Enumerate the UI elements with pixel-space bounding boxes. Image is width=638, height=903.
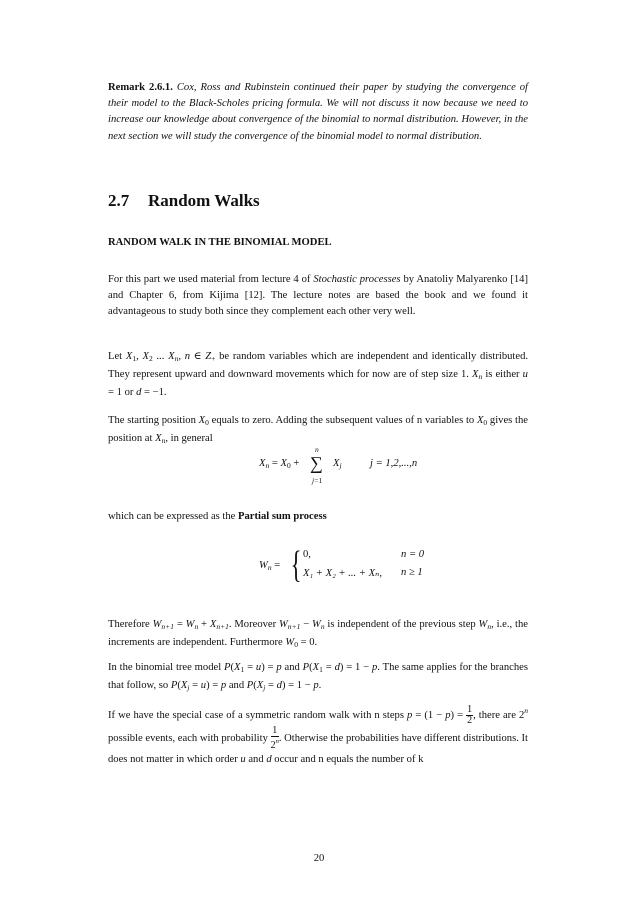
para2-text-b: is either — [485, 369, 520, 381]
section-title: Random Walks — [148, 191, 260, 210]
section-heading — [108, 191, 260, 211]
increments-paragraph: Therefore $W_{n+1} = W_n + X_{n+1}$. Moreover $W_{n+1} - W_n$ is independent of the previous step $W_n$, i.e., the increments are independent. Furthermore W0 = 0. — [108, 619, 528, 650]
symmetric-walk-paragraph: If we have the special case of a symmetric random walk with n steps p = (1 − p) = $\frac{1}{2}$ , there are 2$^n$ possible events, each with probability $\frac{1}{2^n}$ . Otherwise the probabilities have different distributions. It does not matter in which order u and d occur and n equals the number of k — [108, 704, 529, 766]
subsection-heading: RANDOM WALK IN THE BINOMIAL MODEL — [108, 237, 332, 248]
variables-paragraph: Let X1, X2 ... $X_n$, n ∈ Z+ be random variables which are independent and identically distributed. They represent upward and downward movements which for now are of step size 1. $X_n$ is either u = 1 or d = −1. — [108, 351, 529, 399]
intro-paragraph — [108, 272, 528, 321]
para6-text-c: . The same applies for the branches that follow, so — [108, 662, 528, 692]
para1-text-a: For this part we used material from lecture 4 of — [108, 274, 314, 285]
para6-text-d: and — [228, 680, 245, 692]
fraction-one-over-2n: $\frac{1}{2^n}$ — [270, 725, 279, 752]
para1-title: Stochastic processes — [313, 274, 401, 285]
para7-text-c: possible events, each with probability — [108, 733, 268, 744]
para2-text-c: or — [124, 387, 134, 399]
para4-term: Partial sum process — [238, 511, 327, 522]
para4-text-a: which can be expressed as the — [108, 511, 239, 522]
partial-sum-paragraph — [108, 509, 528, 525]
para3-text-a: The starting position — [108, 415, 196, 426]
page-number: 20 — [313, 853, 325, 864]
para5-text-c: is independent of the previous step — [327, 619, 476, 630]
starting-position-paragraph: The starting position X0 equals to zero. Adding the subsequent values of n variables to X0 gives the position at $X_n$, in general — [108, 415, 528, 446]
piecewise-cond-1: n = 0 — [401, 549, 425, 560]
piecewise-cond-2: n ≥ 1 — [401, 567, 423, 578]
piecewise-case-1: 0, — [303, 549, 311, 560]
para7-text-b: , there are — [473, 710, 516, 721]
binomial-tree-paragraph: In the binomial tree model P(X1 = u) = p and P(X1 = d) = 1 − p. The same applies for the branches that follow, so $P(X_j = u) = p$ and $P(X_j = d) = 1 - p$. — [108, 662, 528, 693]
para5-text-d: , i.e., the increments are independent. Furthermore — [108, 619, 528, 649]
piecewise-brace: { — [290, 544, 302, 586]
sum-lower-limit: j=1 — [312, 476, 323, 485]
para3-text-b: equals to zero. Adding the subsequent values of n variables to — [211, 415, 475, 426]
fraction-one-half: $\frac{1}{2}$ — [467, 704, 473, 727]
section-number: 2.7 — [108, 191, 130, 210]
remark-label: Remark 2.6.1. — [108, 82, 173, 93]
para3-text-c: gives the position at — [108, 415, 528, 445]
para7-text-a: If we have the special case of a symmetric random walk with n steps — [108, 710, 404, 721]
sum-upper-limit: n — [315, 445, 319, 454]
piecewise-case-2: X₁ + X₂ + ... + Xₙ, — [303, 568, 383, 579]
equation-sum-term: $X_j$ — [333, 458, 342, 470]
equation-partial-sum-lhs: $W_n$ = — [259, 560, 281, 572]
para3-text-d: , in general — [165, 433, 213, 445]
remark-paragraph — [108, 80, 528, 145]
para7-text-f: occur and n equals the number of k — [274, 754, 424, 766]
equation-range: j = 1,2,...,n — [370, 458, 418, 469]
para1-text-c: by Anatoliy Malyarenko [14] and Chapter 6, from Kijima [12]. The lecture notes are based the book and we found it advantageous to study both since they complement each other very well. — [108, 274, 529, 318]
para7-text-d: . Otherwise the probabilities have different distributions. It does not matter in which order — [108, 733, 528, 766]
para6-text-b: and — [284, 662, 300, 673]
equation-position-sum: $X_n = X0$ + — [259, 458, 300, 470]
remark-text: Cox, Ross and Rubinstein continued their paper by studying the convergence of their model to the Black-Scholes pricing formula. We will not discuss it now because we need to increase our knowledge about convergence of the binomial to normal distribution. However, in the next section we will study the convergence of the binomial model to normal distribution. — [108, 82, 528, 142]
para5-text-a: Therefore — [108, 619, 150, 630]
sum-symbol: ∑ — [310, 453, 323, 473]
para2-text-a: be random variables which are independent and identically distributed. They represent upward and downward movements which for now are of step size 1. — [108, 351, 529, 381]
para6-text-a: In the binomial tree model — [108, 662, 222, 673]
para5-text-b: . Moreover — [228, 619, 277, 630]
para7-text-e: and — [248, 754, 264, 766]
